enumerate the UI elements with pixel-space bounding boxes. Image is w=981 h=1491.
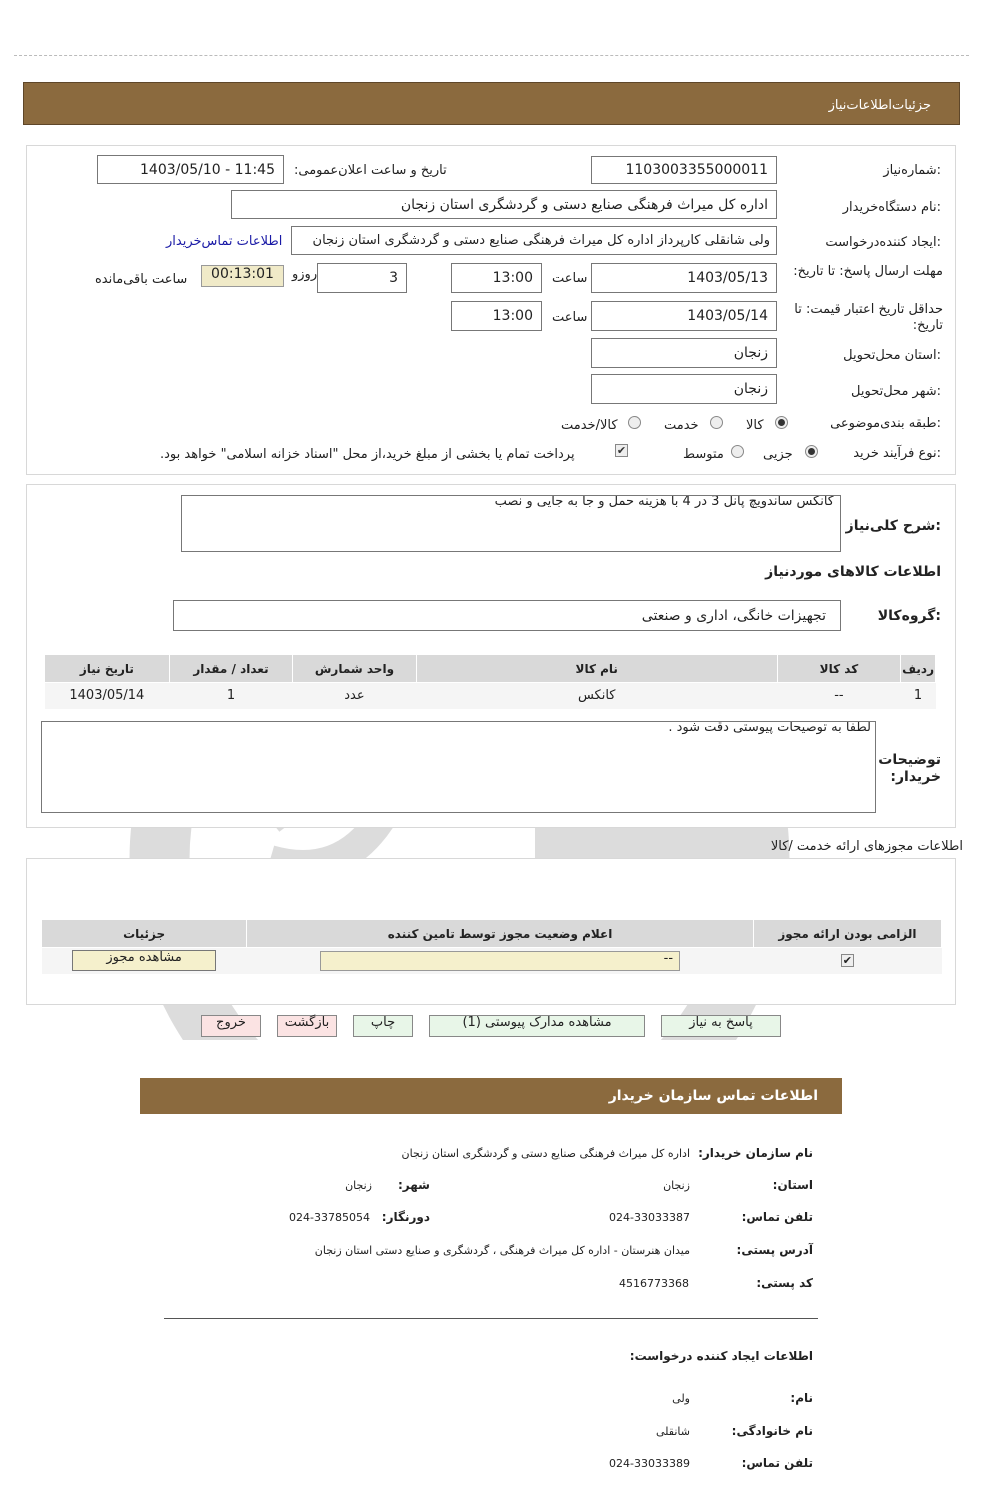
col-unit-header: واحد شمارش xyxy=(293,655,417,683)
description-text: کانکس ساندویچ پانل 3 در 4 با هزینه حمل و جا به جایی و نصب xyxy=(494,495,834,509)
creator-name-label: نام: xyxy=(790,1391,813,1405)
validity-label: حداقل تاریخ اعتبار قیمت: تا تاریخ: xyxy=(794,302,943,333)
buyer-org-label: نام دستگاه‌خریدار: xyxy=(842,200,941,215)
cell-qty: 1 xyxy=(169,683,292,709)
table-row xyxy=(42,948,942,974)
table-row xyxy=(45,683,936,709)
print-button[interactable]: چاپ xyxy=(353,1015,413,1037)
category-label: طبقه بندی‌موضوعی: xyxy=(830,416,941,431)
col-name-header: نام کالا xyxy=(416,655,777,683)
contact-province-label: استان: xyxy=(772,1178,813,1192)
buyer-notes-label: توضیحات خریدار: xyxy=(878,752,941,785)
province-field: زنجان xyxy=(591,338,777,368)
goods-table xyxy=(44,654,936,709)
contact-header xyxy=(140,1078,842,1114)
validity-time-label: ساعت xyxy=(552,310,588,325)
contact-fax-value: 024-33785054 xyxy=(289,1211,370,1224)
deadline-date-field: 1403/05/13 xyxy=(591,263,777,293)
permit-required-checkbox[interactable]: ✔ xyxy=(842,954,852,968)
view-permit-button[interactable]: مشاهده مجوز xyxy=(72,950,216,971)
city-field: زنجان xyxy=(591,374,777,404)
permits-table-header xyxy=(42,920,942,948)
col-code-header: کد کالا xyxy=(777,655,900,683)
col-row-header: ردیف xyxy=(901,655,936,683)
contact-phone-label: تلفن تماس: xyxy=(741,1210,813,1224)
buyer-notes-text: لطفا به توصیحات پیوستی دقت شود . xyxy=(668,721,871,735)
cell-date: 1403/05/14 xyxy=(45,683,170,709)
permit-status-field[interactable]: -- xyxy=(320,951,680,971)
reply-button[interactable]: پاسخ به نیاز xyxy=(661,1015,781,1037)
contact-phone-value: 024-33033387 xyxy=(609,1211,690,1224)
creator-info-title: اطلاعات ایجاد کننده درخواست: xyxy=(629,1349,813,1363)
city-label: شهر محل‌تحویل: xyxy=(851,384,941,399)
process-label: نوع فرآیند خرید: xyxy=(853,446,941,461)
cell-name: کانکس xyxy=(416,683,777,709)
contact-postal-value: 4516773368 xyxy=(619,1277,689,1290)
remaining-label: ساعت باقی‌مانده xyxy=(95,272,188,287)
exit-button[interactable]: خروج xyxy=(201,1015,261,1037)
goods-table-header xyxy=(45,655,936,683)
creator-label: ایجاد کننده‌درخواست: xyxy=(825,235,941,250)
process-medium-radio[interactable] xyxy=(731,445,744,458)
process-minor-label: جزیی xyxy=(763,447,793,462)
contact-city-label: شهر: xyxy=(398,1178,430,1192)
creator-family-value: شانقلی xyxy=(655,1425,690,1438)
contact-org-value: اداره کل میراث فرهنگی صنایع دستی و گردشگری استان زنجان xyxy=(401,1147,690,1160)
cell-unit: عدد xyxy=(293,683,417,709)
process-medium-label: متوسط xyxy=(683,447,724,462)
creator-name-value: ولی xyxy=(672,1392,690,1405)
contact-org-label: نام سازمان خریدار: xyxy=(698,1146,813,1160)
cell-row: 1 xyxy=(901,683,936,709)
permits-table xyxy=(41,919,942,974)
permits-title: اطلاعات مجوزهای ارائه خدمت /کالا xyxy=(770,839,963,854)
back-button[interactable]: بازگشت xyxy=(277,1015,337,1037)
group-label: گروه‌کالا: xyxy=(877,608,941,624)
buyer-org-field: اداره کل میراث فرهنگی صنایع دستی و گردشگری استان زنجان xyxy=(231,190,777,219)
deadline-label: مهلت ارسال پاسخ: تا تاریخ: xyxy=(793,264,943,279)
contact-divider xyxy=(164,1318,818,1319)
permit-status-cell xyxy=(247,948,754,974)
buyer-notes-field xyxy=(41,721,876,813)
creator-phone-label: تلفن تماس: xyxy=(741,1456,813,1470)
contact-address-value: میدان هنرستان - اداره کل میراث فرهنگی ، گردشگری و صنایع دستی استان زنجان xyxy=(314,1244,690,1257)
treasury-payment-note: پرداخت تمام یا بخشی از مبلغ خرید،از محل "اسناد خزانه اسلامی" خواهد بود. xyxy=(160,447,575,462)
contact-province-value: زنجان xyxy=(663,1179,690,1192)
permit-status-header: اعلام وضعیت مجوز توسط تامین کننده xyxy=(247,920,754,948)
validity-date-field: 1403/05/14 xyxy=(591,301,777,331)
announce-date-field: 1403/05/10 - 11:45 xyxy=(97,155,284,184)
permit-required-cell xyxy=(753,948,941,974)
province-label: استان محل‌تحویل: xyxy=(843,348,941,363)
days-label: روزو xyxy=(292,267,318,282)
announce-label: تاریخ و ساعت اعلان‌عمومی: xyxy=(294,163,447,178)
treasury-payment-checkbox[interactable]: ✔ xyxy=(616,444,627,457)
creator-family-label: نام خانوادگی: xyxy=(731,1424,813,1438)
deadline-time-label: ساعت xyxy=(552,271,588,286)
top-divider xyxy=(14,55,969,56)
group-field: تجهیزات خانگی، اداری و صنعتی xyxy=(173,600,841,631)
category-goods-service-radio[interactable] xyxy=(628,416,641,429)
page-header xyxy=(23,82,960,125)
category-service-radio[interactable] xyxy=(710,416,723,429)
contact-address-label: آدرس پستی: xyxy=(736,1243,813,1257)
contact-city-value: زنجان xyxy=(345,1179,372,1192)
category-goods-radio[interactable] xyxy=(775,416,788,429)
category-goods-service-label: کالا/خدمت xyxy=(561,418,618,433)
contact-title: اطلاعات تماس سازمان خریدار xyxy=(608,1088,818,1104)
countdown-field: 00:13:01 xyxy=(201,265,284,287)
goods-info-title: اطلاعات کالاهای مورد‌نیاز xyxy=(765,564,941,580)
page-title: جزئیات‌اطلاعات‌نیاز xyxy=(828,98,931,113)
permit-required-header: الزامی بودن ارائه مجوز xyxy=(753,920,941,948)
permit-details-cell xyxy=(42,948,247,974)
contact-fax-label: دورنگار: xyxy=(381,1210,430,1224)
need-number-field: 1103003355000011 xyxy=(591,156,777,184)
category-goods-label: کالا xyxy=(746,418,764,433)
col-qty-header: تعداد / مقدار xyxy=(169,655,292,683)
permit-details-header: جزئیات xyxy=(42,920,247,948)
category-service-label: خدمت xyxy=(664,418,699,433)
days-field: 3 xyxy=(317,263,407,293)
validity-time-field: 13:00 xyxy=(451,301,542,331)
description-label: شرح کلی‌نیاز: xyxy=(845,518,941,534)
deadline-time-field: 13:00 xyxy=(451,263,542,293)
col-date-header: تاریخ نیاز xyxy=(45,655,170,683)
buyer-contact-link[interactable]: اطلاعات تماس‌خریدار xyxy=(166,234,283,249)
creator-phone-value: 024-33033389 xyxy=(609,1457,690,1470)
cell-code: -- xyxy=(777,683,900,709)
attachments-button[interactable]: مشاهده مدارک پیوستی (1) xyxy=(429,1015,645,1037)
description-field xyxy=(181,495,841,552)
process-minor-radio[interactable] xyxy=(805,445,818,458)
need-number-label: شماره‌نیاز: xyxy=(883,163,941,178)
contact-postal-label: کد پستی: xyxy=(756,1276,813,1290)
creator-field: ولی شانقلی کارپرداز اداره کل میراث فرهنگی صنایع دستی و گردشگری استان زنجان xyxy=(291,226,777,255)
